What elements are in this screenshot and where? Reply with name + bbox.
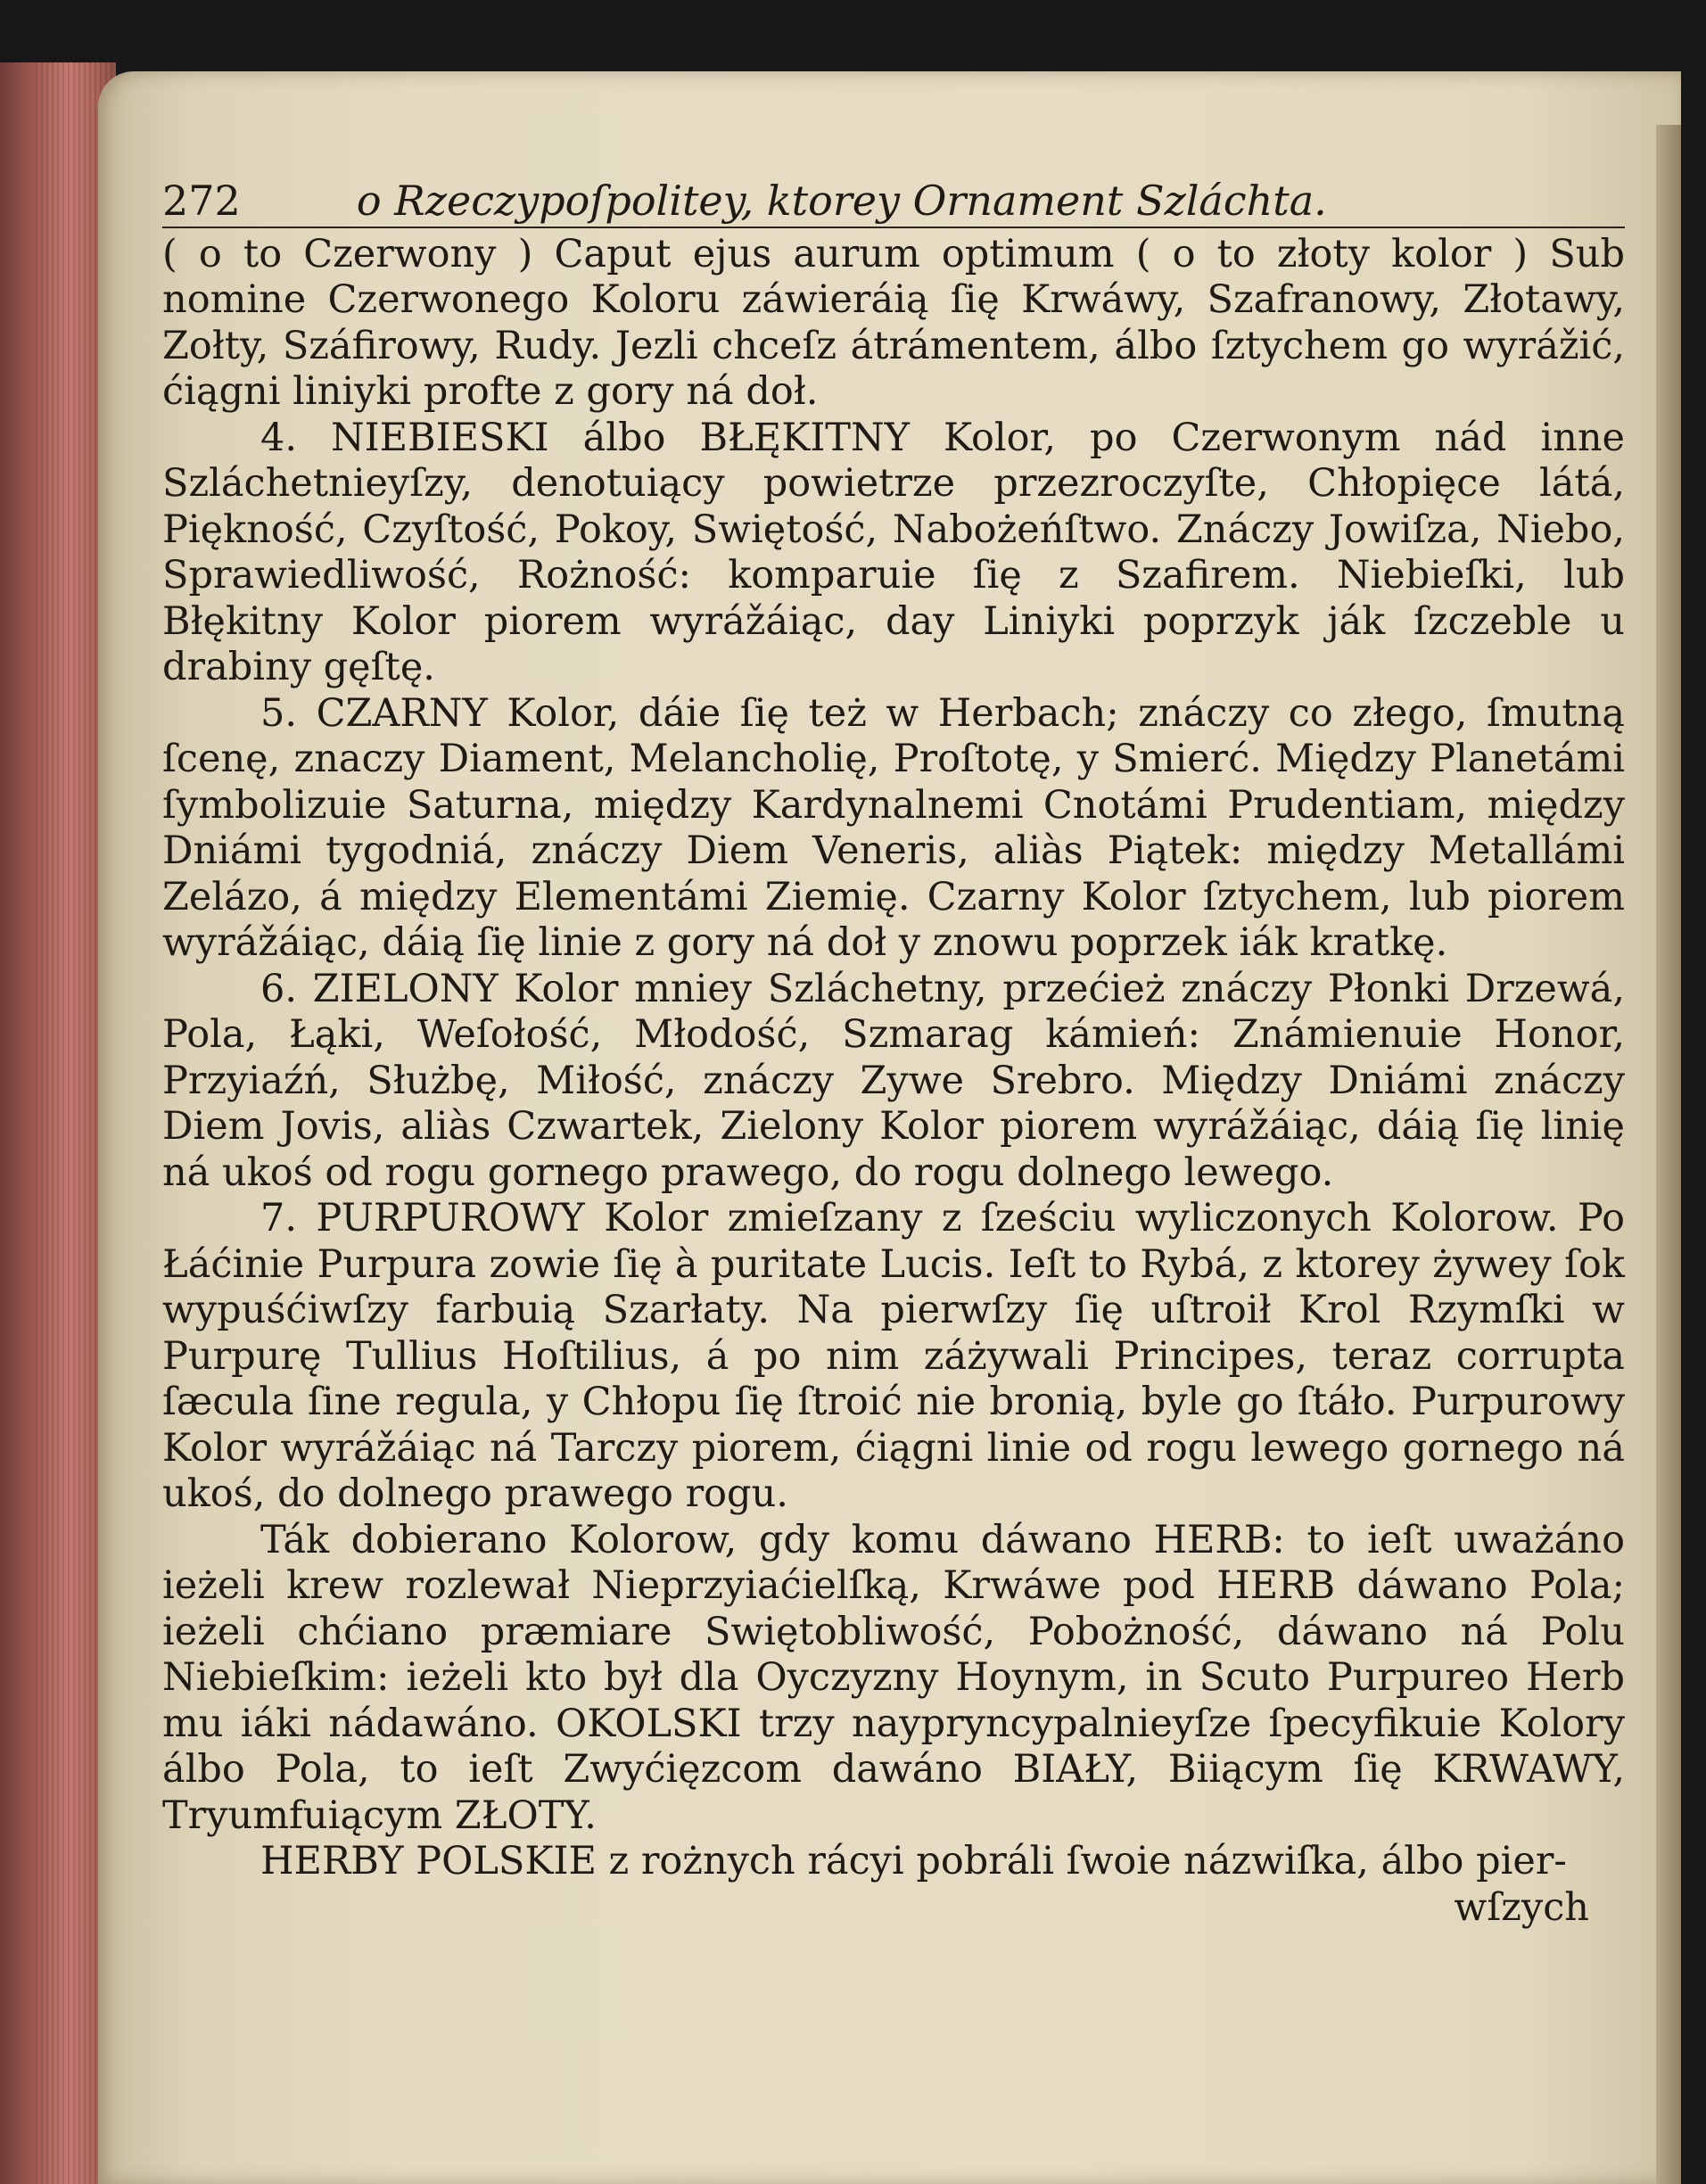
paragraph-2: 4. NIEBIESKI álbo BŁĘKITNY Kolor, po Czerwonym nád inne Szláchetnieyſzy, denotuiący powietrze przezroczyſte, Chłopięce látá, Piękność, Czyſtość, Pokoy, Swiętość, Nabożeńſtwo. Znáczy Jowiſza, Niebo, Sprawiedliwość, Rożność: komparuie ſię z Szafirem. Niebieſki, lub Błękitny Kolor piorem wyrážáiąc, day Liniyki poprzyk ják ſzczeble u drabiny gęſtę. xyxy=(162,415,1625,689)
paragraph-3: 5. CZARNY Kolor, dáie ſię też w Herbach; znáczy co złego, ſmutną ſcenę, znaczy Diament, Melancholię, Proſtotę, y Smierć. Między Planetámi ſymbolizuie Saturna, między Kardynalnemi Cnotámi Prudentiam, między Dniámi tygodniá, znáczy Diem Veneris, aliàs Piątek: między Metallámi Zelázo, á między Elementámi Ziemię. Czarny Kolor ſztychem, lub piorem wyrážáiąc, dáią ſię linie z gory ná doł y znowu poprzek iák kratkę. xyxy=(162,690,1625,965)
paragraph-6: Ták dobierano Kolorow, gdy komu dáwano HERB: to ieſt uważáno ieżeli krew rozlewał Nieprzyiaćielſką, Krwáwe pod HERB dáwano Pola; ieżeli chćiano præmiare Swiętobliwość, Pobożność, dáwano ná Polu Niebieſkim: ieżeli kto był dla Oyczyzny Hoynym, in Scuto Purpureo Herb mu iáki nádawáno. OKOLSKI trzy naypryncypalnieyſze ſpecyfikuie Kolory álbo Pola, to ieſt Zwyćięzcom dawáno BIAŁY, Biiącym ſię KRWAWY, Tryumfuiącym ZŁOTY. xyxy=(162,1517,1625,1838)
page-gutter xyxy=(1656,125,1681,2184)
page-text xyxy=(162,178,1625,1931)
paragraph-5: 7. PURPUROWY Kolor zmieſzany z ſześciu wyliczonych Kolorow. Po Łáćinie Purpura zowie ſię à puritate Lucis. Ieſt to Rybá, z ktorey żywey ſok wypuśćiwſzy farbuią Szarłaty. Na pierwſzy ſię uſtroił Krol Rzymſki w Purpurę Tullius Hoſtilius, á po nim záżywali Principes, teraz corrupta ſæcula ſine regula, y Chłopu ſię ſtroić nie bronią, byle go ſtáło. Purpurowy Kolor wyrážáiąc ná Tarczy piorem, ćiągni linie od rogu lewego gornego ná ukoś, do dolnego prawego rogu. xyxy=(162,1196,1625,1516)
paragraph-4: 6. ZIELONY Kolor mniey Szláchetny, przećież znáczy Płonki Drzewá, Pola, Łąki, Weſołość, Młodość, Szmarag kámień: Známienuie Honor, Przyiaźń, Służbę, Miłość, znáczy Zywe Srebro. Między Dniámi znáczy Diem Jovis, aliàs Czwartek, Zielony Kolor piorem wyrážáiąc, dáią ſię linię ná ukoś od rogu gornego prawego, do rogu dolnego lewego. xyxy=(162,966,1625,1195)
running-header xyxy=(162,178,1625,228)
page-number: 272 xyxy=(162,177,241,225)
final-line: HERBY POLSKIE z rożnych rácyi pobráli ſwoie názwiſka, álbo pier- xyxy=(260,1839,1567,1883)
catchword: wſzych xyxy=(1454,1884,1589,1930)
book-page xyxy=(98,71,1681,2184)
paragraph-1: ( o to Czerwony ) Caput ejus aurum optimum ( o to złoty kolor ) Sub nomine Czerwonego Koloru záwieráią ſię Krwáwy, Szafranowy, Złotawy, Zołty, Száfirowy, Rudy. Jezli chceſz átrámentem, álbo ſztychem go wyrážić, ćiągni liniyki profte z gory ná doł. xyxy=(162,231,1625,414)
running-title: o Rzeczypoſpolitey, ktorey Ornament Szláchta. xyxy=(356,177,1327,225)
